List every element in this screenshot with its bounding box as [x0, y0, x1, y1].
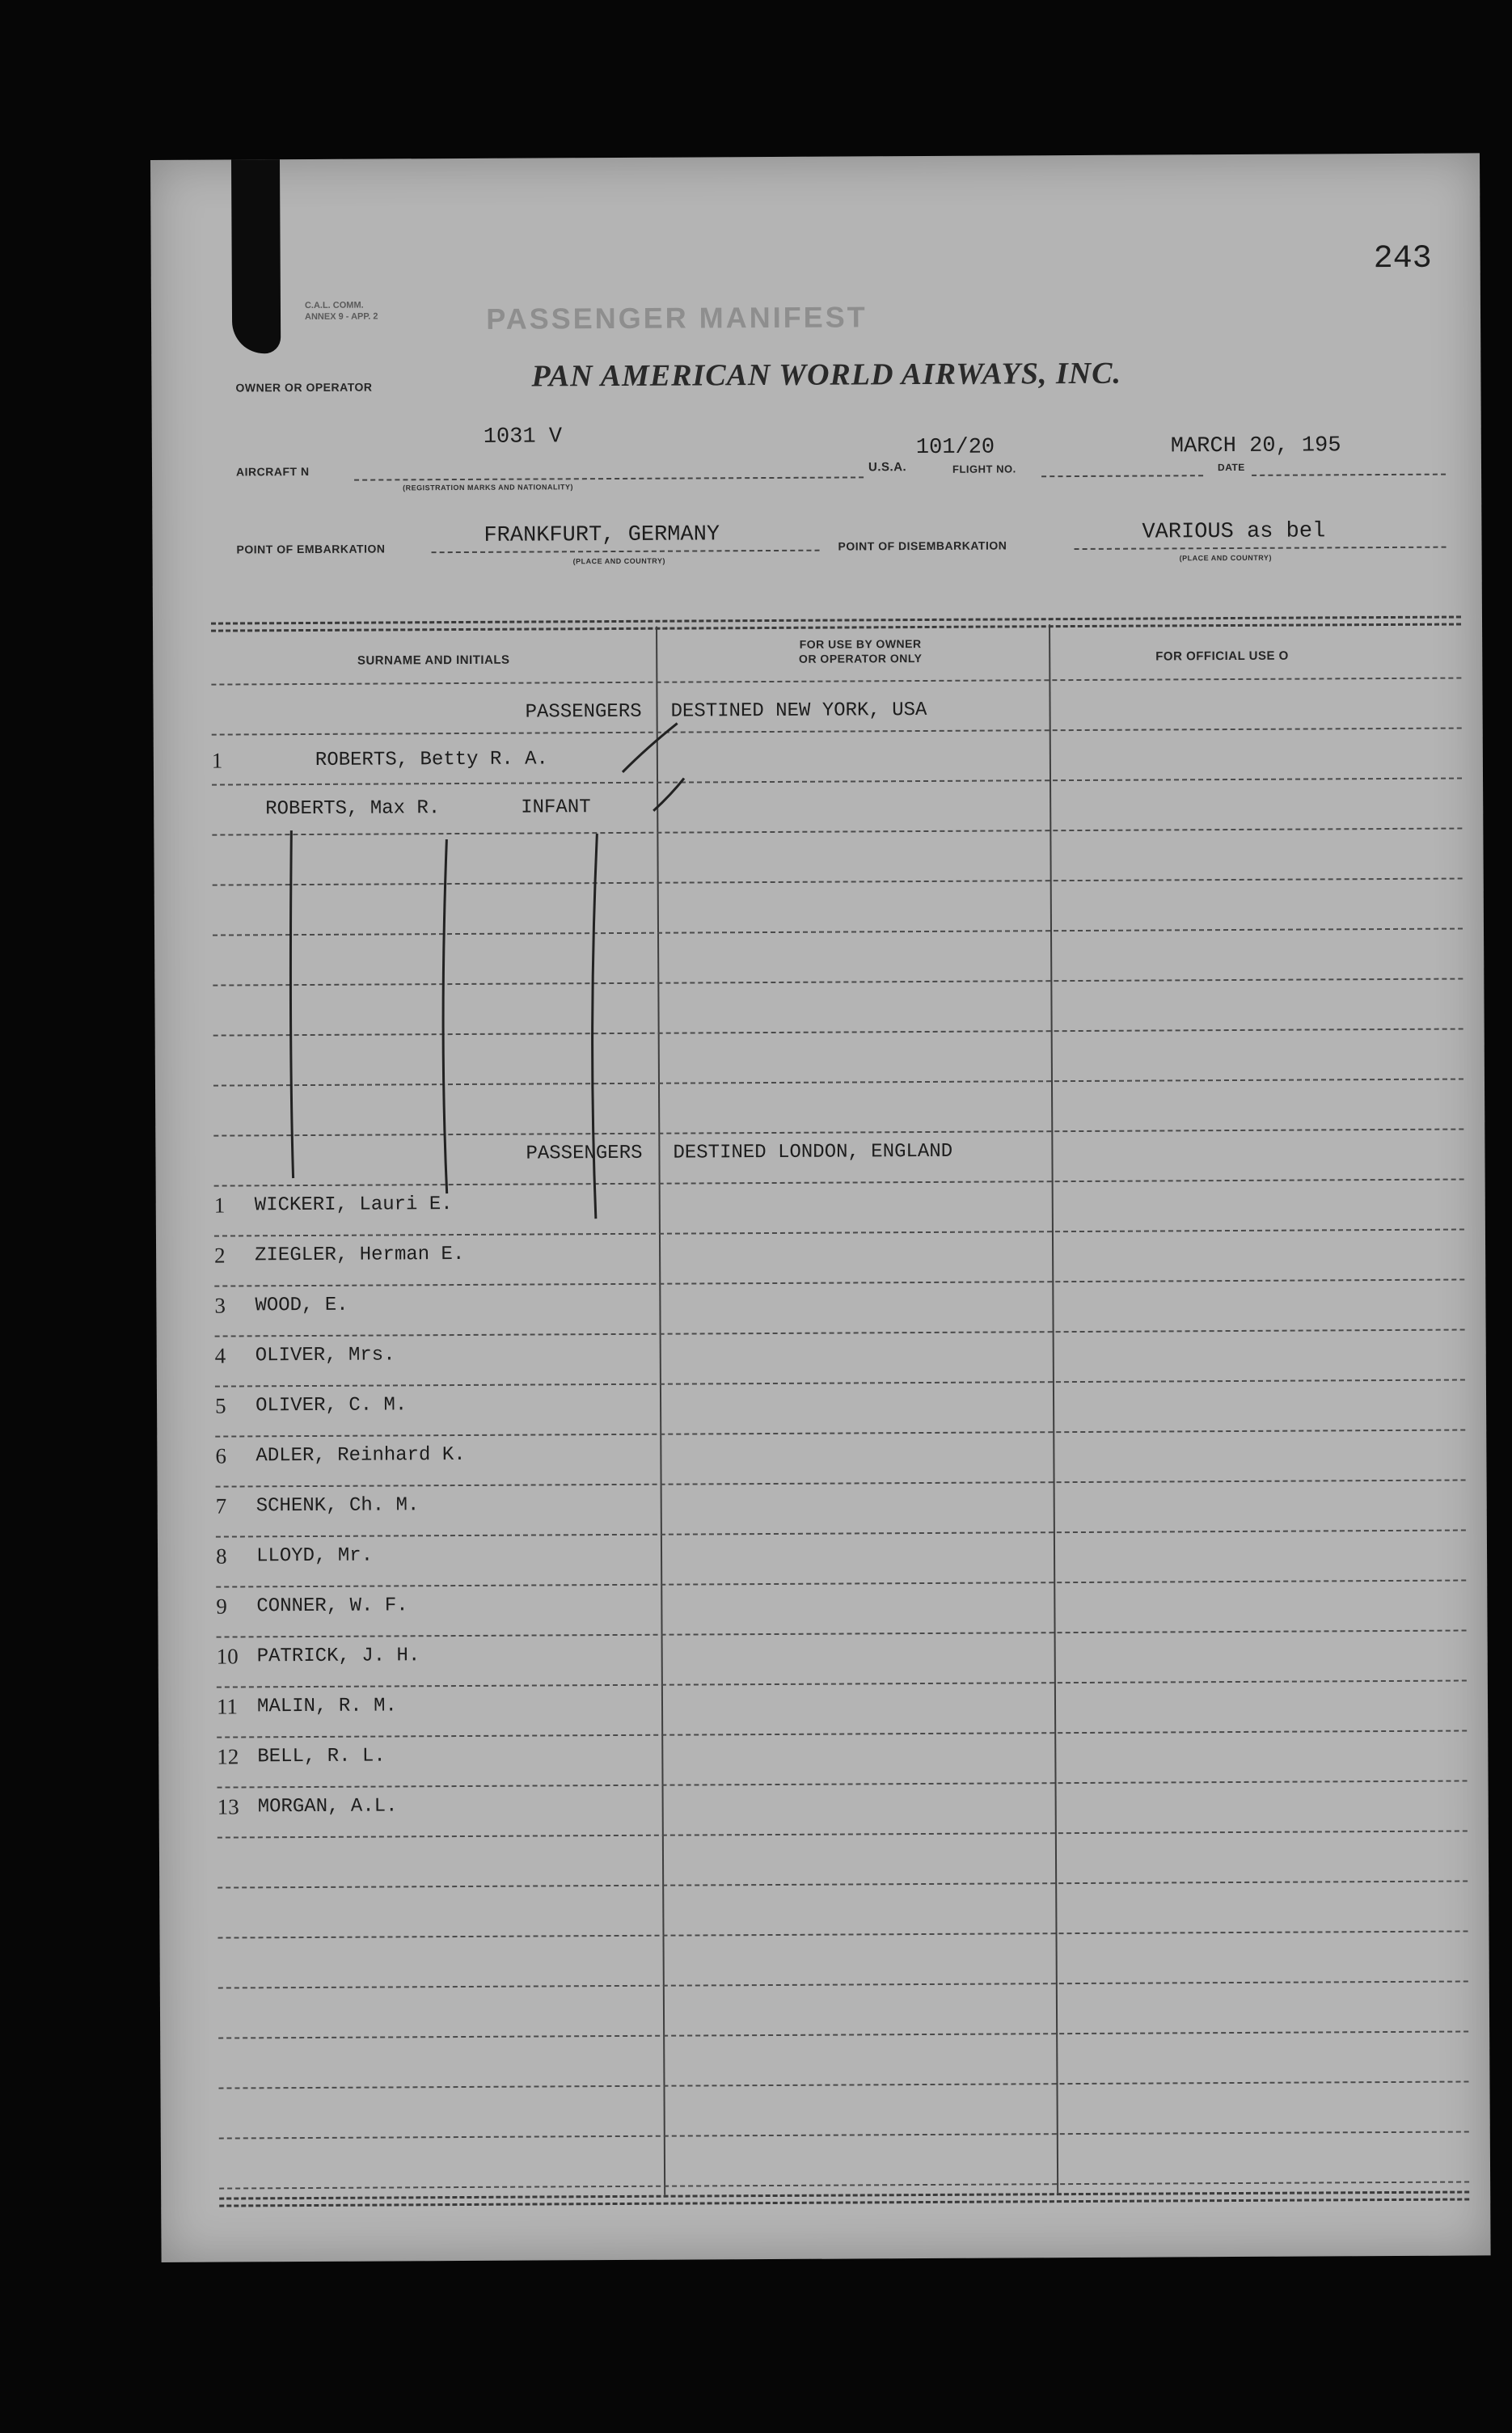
- london-passenger-num: 12: [217, 1744, 239, 1769]
- london-passenger-num: 3: [214, 1293, 226, 1318]
- usa-label: U.S.A.: [868, 460, 907, 475]
- london-passenger-num: 7: [215, 1493, 227, 1519]
- ny-passenger-name: ROBERTS, Betty R. A.: [315, 748, 549, 771]
- london-passenger-name: LLOYD, Mr.: [256, 1544, 374, 1568]
- ditto-line-2: [442, 839, 449, 1193]
- corner-stamp-line-1: C.A.L. COMM.: [304, 300, 364, 311]
- col-head-owner-use-line-2: OR OPERATOR ONLY: [798, 652, 923, 665]
- london-passenger-num: 10: [216, 1644, 239, 1669]
- disembark-value: VARIOUS as bel: [1142, 519, 1326, 545]
- check-mark-1: [623, 724, 678, 772]
- london-passenger-num: 2: [214, 1243, 226, 1268]
- london-passenger-name: OLIVER, C. M.: [255, 1394, 408, 1417]
- london-passenger-name: SCHENK, Ch. M.: [256, 1494, 420, 1518]
- aircraft-sublabel: (REGISTRATION MARKS AND NATIONALITY): [403, 483, 573, 492]
- handwritten-marks: [150, 153, 1491, 2262]
- london-passenger-name: WOOD, E.: [255, 1294, 348, 1317]
- london-passenger-num: 1: [213, 1193, 226, 1218]
- london-passenger-name: WICKERI, Lauri E.: [254, 1193, 453, 1217]
- date-label: DATE: [1217, 461, 1245, 474]
- page-title: PASSENGER MANIFEST: [486, 300, 868, 336]
- ditto-line-1: [289, 830, 293, 1178]
- london-passenger-name: BELL, R. L.: [257, 1745, 386, 1768]
- section-london-left: PASSENGERS: [526, 1142, 643, 1165]
- section-ny-left: PASSENGERS: [525, 700, 642, 724]
- london-passenger-num: 11: [216, 1694, 239, 1719]
- flight-label: FLIGHT NO.: [952, 463, 1016, 475]
- manifest-page: [150, 153, 1491, 2262]
- section-london-right: DESTINED LONDON, ENGLAND: [673, 1140, 953, 1164]
- london-passenger-num: 9: [216, 1594, 227, 1619]
- london-passenger-num: 4: [214, 1343, 226, 1368]
- london-passenger-name: ADLER, Reinhard K.: [256, 1443, 466, 1468]
- aircraft-value: 1031 V: [483, 425, 563, 450]
- ny-passenger-note: INFANT: [521, 796, 591, 819]
- check-mark-2: [653, 779, 684, 811]
- london-passenger-name: ZIEGLER, Herman E.: [255, 1243, 465, 1267]
- section-ny-right: DESTINED NEW YORK, USA: [670, 699, 927, 723]
- owner-label: OWNER OR OPERATOR: [235, 380, 373, 395]
- corner-stamp-line-2: ANNEX 9 - APP. 2: [304, 311, 378, 323]
- london-passenger-name: MORGAN, A.L.: [257, 1795, 398, 1818]
- embark-sublabel: (PLACE AND COUNTRY): [572, 556, 665, 566]
- ny-passenger-name: ROBERTS, Max R.: [265, 797, 441, 821]
- london-passenger-num: 6: [215, 1443, 226, 1468]
- embark-label: POINT OF EMBARKATION: [236, 542, 386, 556]
- embark-value: FRANKFURT, GERMANY: [484, 522, 720, 548]
- ny-passenger-num: 1: [211, 748, 223, 773]
- aircraft-label: AIRCRAFT N: [235, 464, 310, 479]
- disembark-label: POINT OF DISEMBARKATION: [838, 539, 1007, 553]
- london-passenger-name: MALIN, R. M.: [256, 1695, 397, 1718]
- date-value: MARCH 20, 195: [1170, 433, 1341, 459]
- london-passenger-name: OLIVER, Mrs.: [255, 1344, 395, 1367]
- disembark-sublabel: (PLACE AND COUNTRY): [1179, 553, 1272, 563]
- london-passenger-num: 13: [217, 1794, 239, 1819]
- ditto-line-3: [591, 834, 599, 1219]
- london-passenger-name: PATRICK, J. H.: [256, 1645, 420, 1668]
- london-passenger-name: CONNER, W. F.: [256, 1595, 408, 1618]
- col-head-surname: SURNAME AND INITIALS: [357, 653, 510, 668]
- london-passenger-num: 8: [215, 1544, 227, 1569]
- col-head-owner-use-line-1: FOR USE BY OWNER: [799, 637, 922, 651]
- page-number: 243: [1373, 240, 1432, 278]
- company-name: PAN AMERICAN WORLD AIRWAYS, INC.: [531, 356, 1122, 394]
- col-head-official: FOR OFFICIAL USE O: [1155, 648, 1289, 664]
- london-passenger-num: 5: [214, 1393, 226, 1418]
- flight-value: 101/20: [915, 435, 995, 461]
